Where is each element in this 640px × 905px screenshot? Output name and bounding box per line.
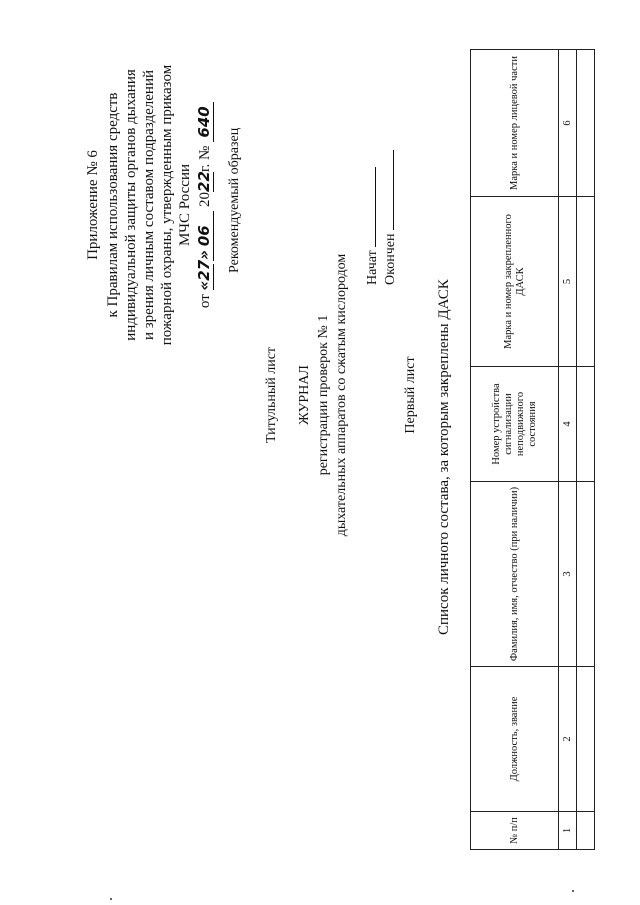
column-number: 4 (559, 367, 577, 482)
journal-subtitle-2: дыхательных аппаратов со сжатым кислородом (334, 253, 349, 537)
table-cell (577, 812, 595, 850)
rules-line-2: индивидуальной защиты органов дыхания (123, 69, 139, 341)
order-day: «27» (195, 250, 213, 291)
order-year-suffix: г. № (197, 145, 213, 172)
started-blank (375, 167, 376, 247)
table-cell (577, 50, 595, 197)
rules-line-4: пожарной охраны, утвержденным приказом (159, 64, 175, 346)
order-year: 22 (195, 171, 213, 192)
table-cell (577, 667, 595, 812)
personnel-table (470, 49, 595, 850)
header-cell: Марка и номер закрепленного ДАСК (471, 197, 559, 367)
order-month: 06 (196, 211, 214, 261)
column-number: 2 (559, 667, 577, 812)
ended-label: Окончен (383, 233, 398, 285)
table-cell (577, 482, 595, 667)
title-sheet-label: Титульный лист (264, 346, 279, 444)
header-cell: Фамилия, имя, отчество (при наличии) (471, 482, 559, 667)
first-sheet-label: Первый лист (403, 356, 418, 434)
ended-field (383, 150, 399, 285)
list-title: Список личного состава, за которым закреплены ДАСК (436, 279, 452, 635)
column-number: 5 (559, 197, 577, 367)
table-number-row (559, 50, 577, 850)
order-line (196, 45, 214, 365)
appendix-number: Приложение № 6 (85, 150, 101, 260)
column-number: 3 (559, 482, 577, 667)
header-cell: № п/п (471, 812, 559, 850)
started-label: Начат (365, 250, 380, 285)
recommended-sample: Рекомендуемый образец (227, 127, 242, 273)
order-number: 640 (196, 102, 214, 142)
column-number: 1 (559, 812, 577, 850)
table-cell (577, 367, 595, 482)
header-cell: Номер устройства сигнализации неподвижного состояния (471, 367, 559, 482)
table-header-row (471, 50, 559, 850)
started-field (365, 167, 381, 285)
ministry: МЧС России (177, 163, 193, 247)
order-year-prefix: 20 (197, 191, 213, 207)
table-cell (577, 197, 595, 367)
header-cell: Должность, звание (471, 667, 559, 812)
table-empty-row (577, 50, 595, 850)
ended-blank (393, 150, 394, 230)
order-from: от (197, 294, 213, 309)
column-number: 6 (559, 50, 577, 197)
rules-line-1: к Правилам использования средств (105, 92, 121, 318)
journal-title: ЖУРНАЛ (297, 365, 312, 425)
rules-line-3: и зрения личным составом подразделений (141, 69, 157, 341)
header-cell: Марка и номер лицевой части (471, 50, 559, 197)
journal-subtitle-1: регистрации проверок № 1 (316, 314, 331, 476)
